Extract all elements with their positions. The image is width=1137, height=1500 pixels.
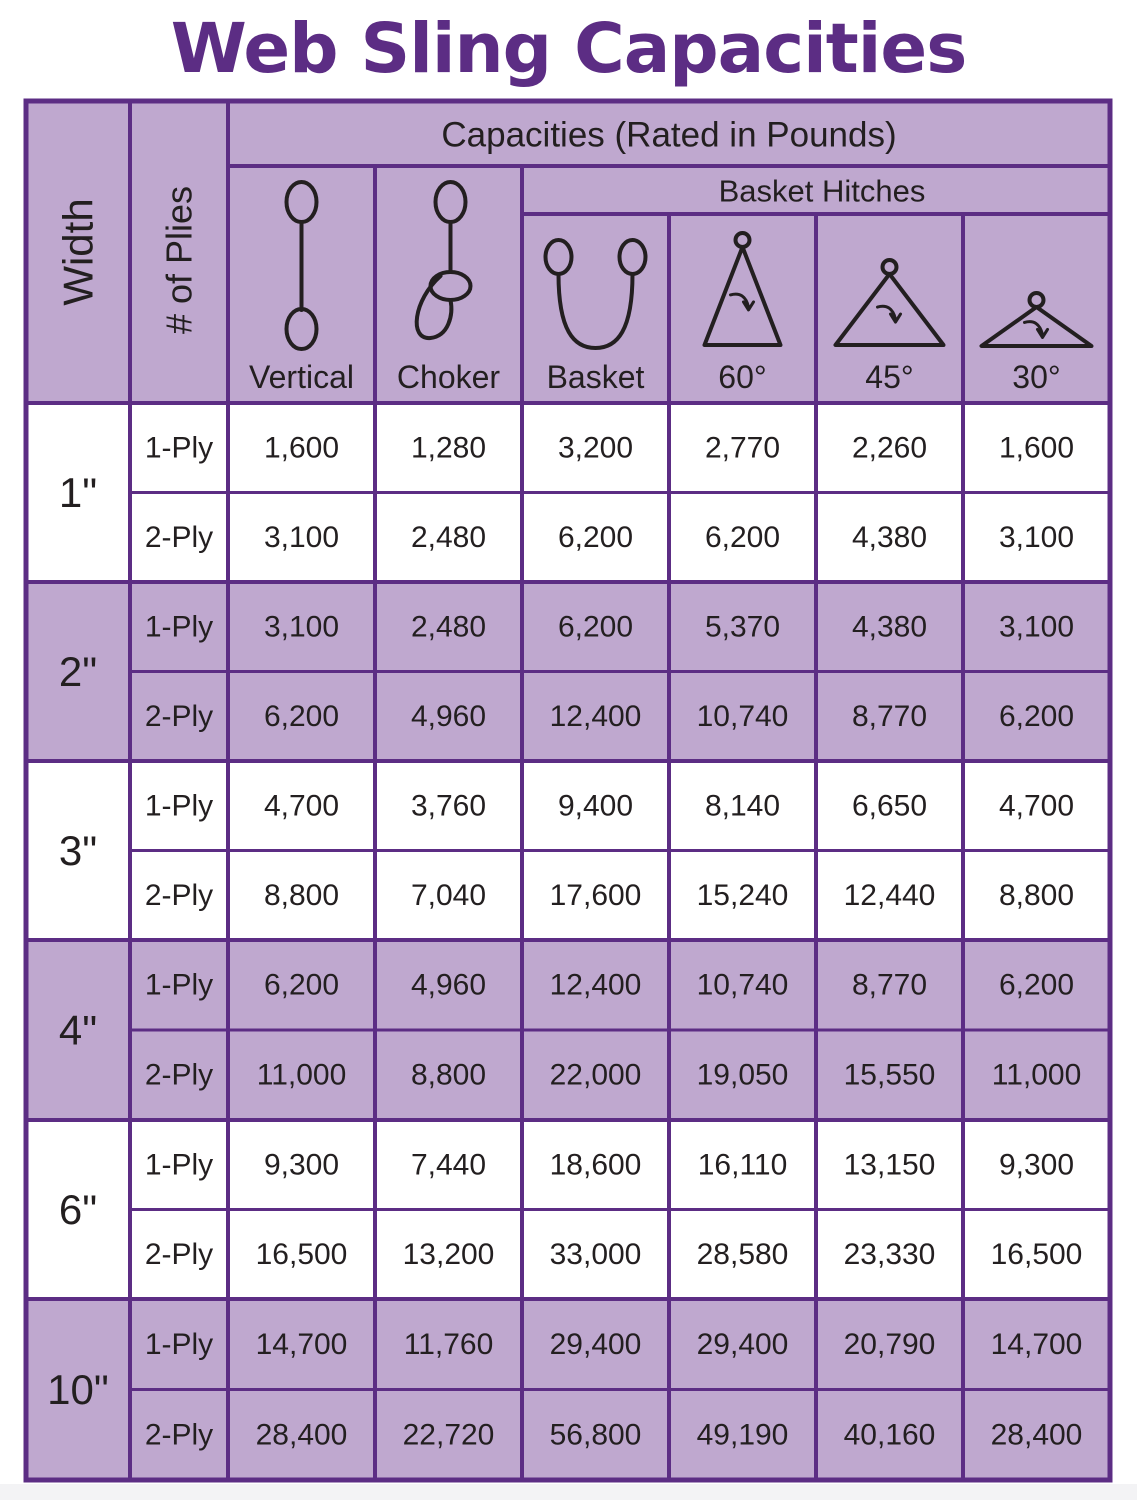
capacity-value: 1,600 — [263, 431, 340, 465]
capacity-value: 15,550 — [843, 1058, 936, 1092]
capacity-value: 28,400 — [255, 1418, 348, 1452]
ply-label: 1-Ply — [144, 968, 214, 1002]
capacity-value: 12,400 — [549, 968, 642, 1002]
capacity-value: 9,300 — [998, 1148, 1075, 1182]
ply-label: 1-Ply — [144, 1148, 214, 1182]
capacity-value: 2,770 — [704, 431, 781, 465]
capacity-value: 16,110 — [697, 1148, 788, 1182]
ply-label: 2-Ply — [144, 878, 214, 912]
capacity-value: 13,150 — [843, 1148, 936, 1182]
width-label: 1" — [58, 469, 98, 516]
column-label-6: 30° — [1012, 359, 1061, 395]
capacity-value: 19,050 — [696, 1058, 789, 1092]
capacity-value: 3,100 — [998, 610, 1075, 644]
capacity-value: 8,800 — [998, 878, 1075, 912]
capacity-value: 4,380 — [851, 520, 928, 554]
column-label-3: Basket — [546, 359, 645, 395]
capacity-value: 4,960 — [410, 699, 487, 733]
capacity-value: 6,200 — [998, 968, 1075, 1002]
capacity-value: 11,760 — [403, 1327, 494, 1361]
capacity-value: 17,600 — [549, 878, 642, 912]
capacity-value: 4,700 — [998, 789, 1075, 823]
capacity-value: 16,500 — [255, 1237, 348, 1271]
capacity-value: 1,600 — [998, 431, 1075, 465]
capacity-value: 9,400 — [557, 789, 634, 823]
width-label: 10" — [47, 1366, 109, 1413]
capacity-value: 20,790 — [843, 1327, 936, 1361]
capacity-value: 6,200 — [998, 699, 1075, 733]
width-label: 6" — [58, 1186, 98, 1233]
capacity-value: 6,200 — [557, 520, 634, 554]
capacity-value: 6,200 — [704, 520, 781, 554]
capacity-value: 22,720 — [402, 1418, 495, 1452]
capacity-value: 5,370 — [704, 610, 781, 644]
page-bottom-strip — [0, 1484, 1137, 1500]
width-label: 2" — [58, 648, 98, 695]
basket-hitches-header: Basket Hitches — [718, 173, 926, 209]
ply-label: 2-Ply — [144, 1237, 214, 1271]
ply-label: 1-Ply — [144, 789, 214, 823]
capacity-value: 10,740 — [696, 699, 789, 733]
capacity-value: 12,440 — [843, 878, 936, 912]
capacity-value: 7,040 — [410, 878, 487, 912]
capacity-value: 56,800 — [549, 1418, 642, 1452]
page-title: Web Sling Capacities — [170, 9, 967, 89]
capacity-value: 7,440 — [410, 1148, 487, 1182]
capacity-value: 2,480 — [410, 520, 487, 554]
capacity-value: 13,200 — [402, 1237, 495, 1271]
capacity-value: 3,100 — [263, 610, 340, 644]
capacity-value: 28,580 — [696, 1237, 789, 1271]
capacity-value: 4,380 — [851, 610, 928, 644]
column-label-1: Vertical — [249, 359, 354, 395]
capacity-value: 14,700 — [255, 1327, 348, 1361]
capacity-value: 9,300 — [263, 1148, 340, 1182]
capacity-value: 2,260 — [851, 431, 928, 465]
capacity-value: 23,330 — [843, 1237, 936, 1271]
capacities-header: Capacities (Rated in Pounds) — [441, 115, 897, 155]
capacity-value: 8,770 — [851, 699, 928, 733]
capacity-value: 8,140 — [704, 789, 781, 823]
capacity-value: 11,000 — [991, 1058, 1082, 1092]
capacity-value: 49,190 — [696, 1418, 789, 1452]
ply-label: 1-Ply — [144, 431, 214, 465]
ply-label: 1-Ply — [144, 1327, 214, 1361]
width-header: Width — [54, 198, 102, 306]
capacity-value: 6,200 — [557, 610, 634, 644]
capacity-value: 16,500 — [990, 1237, 1083, 1271]
capacity-value: 4,700 — [263, 789, 340, 823]
capacity-value: 6,200 — [263, 968, 340, 1002]
capacity-value: 4,960 — [410, 968, 487, 1002]
plies-header: # of Plies — [158, 185, 200, 335]
capacity-value: 2,480 — [410, 610, 487, 644]
capacity-value: 14,700 — [990, 1327, 1083, 1361]
capacity-value: 40,160 — [843, 1418, 936, 1452]
capacity-value: 8,800 — [263, 878, 340, 912]
capacity-value: 3,100 — [998, 520, 1075, 554]
ply-label: 2-Ply — [144, 699, 214, 733]
ply-label: 2-Ply — [144, 1418, 214, 1452]
ply-label: 2-Ply — [144, 520, 214, 554]
capacity-value: 8,800 — [410, 1058, 487, 1092]
column-label-4: 60° — [718, 359, 767, 395]
capacity-value: 18,600 — [549, 1148, 642, 1182]
capacity-value: 3,100 — [263, 520, 340, 554]
capacity-value: 22,000 — [549, 1058, 642, 1092]
capacity-value: 12,400 — [549, 699, 642, 733]
capacity-value: 3,760 — [410, 789, 487, 823]
capacity-value: 15,240 — [696, 878, 789, 912]
capacity-value: 29,400 — [696, 1327, 789, 1361]
capacity-value: 29,400 — [549, 1327, 642, 1361]
width-label: 3" — [58, 827, 98, 874]
capacity-value: 28,400 — [990, 1418, 1083, 1452]
width-label: 4" — [58, 1006, 98, 1054]
capacity-value: 11,000 — [256, 1058, 347, 1092]
column-label-2: Choker — [396, 359, 501, 395]
capacity-value: 8,770 — [851, 968, 928, 1002]
capacity-value: 10,740 — [696, 968, 789, 1002]
capacity-value: 33,000 — [549, 1237, 642, 1271]
capacity-value: 6,200 — [263, 699, 340, 733]
ply-label: 2-Ply — [144, 1058, 214, 1092]
column-label-5: 45° — [865, 359, 914, 395]
capacity-value: 1,280 — [410, 431, 487, 465]
capacity-value: 6,650 — [851, 789, 928, 823]
ply-label: 1-Ply — [144, 610, 214, 644]
capacity-value: 3,200 — [557, 431, 634, 465]
